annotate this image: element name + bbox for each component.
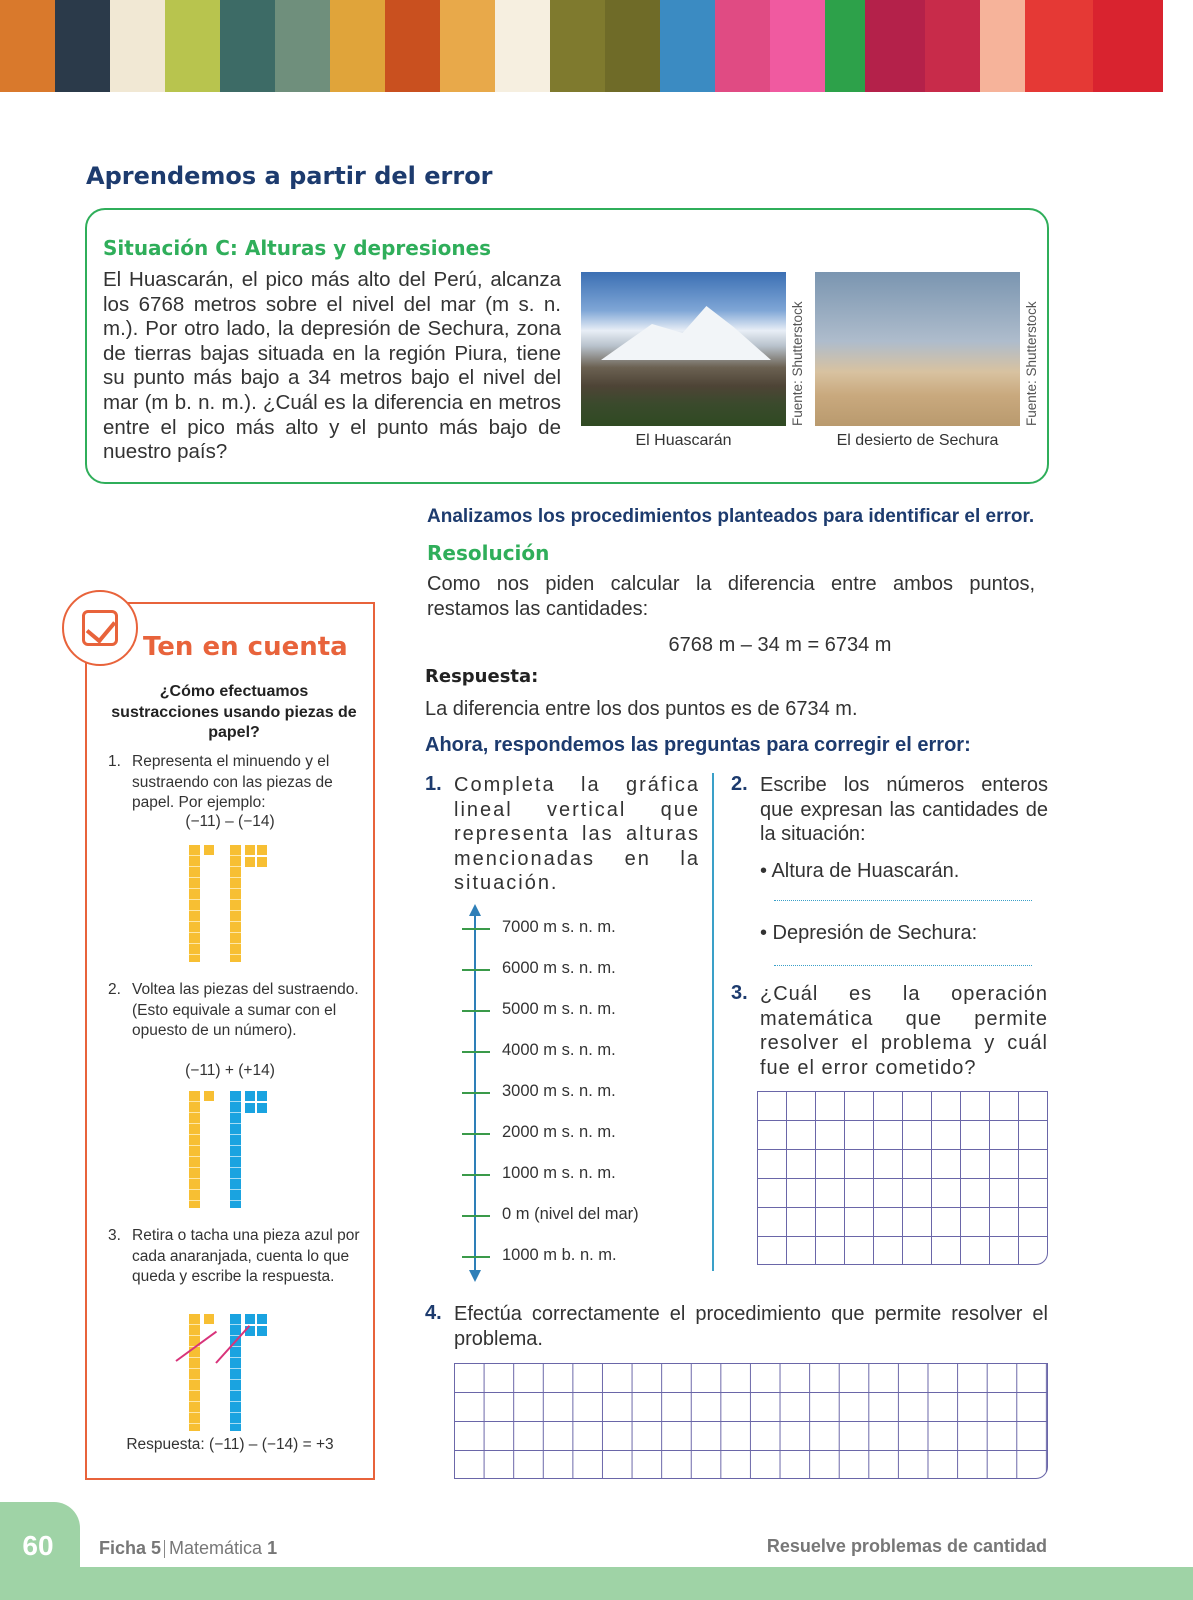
footer-grade: 1 — [267, 1538, 278, 1558]
tip-question: ¿Cómo efectuamos sustracciones usando piezas de papel? — [111, 683, 357, 741]
footer-subject: Matemática — [169, 1538, 263, 1558]
tip-step-2 — [108, 980, 364, 1042]
footer-bar — [0, 1567, 1193, 1600]
answer-title: Respuesta: — [425, 666, 539, 687]
arrow-up-icon — [469, 904, 481, 916]
step-text: Representa el minuendo y el sustraendo con las piezas de papel. Por ejemplo: — [132, 753, 333, 811]
step-number: 1. — [108, 753, 121, 770]
number-line-tick — [462, 1010, 490, 1012]
answer-line-sechura[interactable] — [774, 965, 1032, 966]
tip-step-3 — [108, 1226, 364, 1288]
yellow-unit-piece — [204, 845, 214, 855]
question-number: 1. — [425, 773, 442, 795]
question-3-text: ¿Cuál es la operación matemática que permite resolver el problema y cuál fue el error cometido? — [760, 983, 1048, 1079]
yellow-unit-piece — [257, 845, 267, 855]
question-1-text: Completa la gráfica lineal vertical que representa las alturas mencionadas en la situación. — [454, 774, 700, 895]
sechura-caption: El desierto de Sechura — [836, 432, 999, 449]
huascaran-caption: El Huascarán — [635, 432, 732, 449]
blue-unit-piece — [245, 1103, 255, 1113]
question-2-text: Escribe los números enteros que expresan las cantidades de la situación: — [760, 774, 1048, 846]
arrow-down-icon — [469, 1270, 481, 1282]
yellow-ten-piece — [189, 845, 200, 962]
blue-unit-piece — [257, 1314, 267, 1324]
sechura-photo — [815, 272, 1020, 426]
answer-text: La diferencia entre los dos puntos es de 6734 m. — [425, 698, 858, 720]
tip-step-1 — [108, 752, 364, 814]
blue-ten-piece — [230, 1091, 241, 1208]
step-text: Retira o tacha una pieza azul por cada anaranjada, cuenta lo que queda y escribe la respuesta. — [132, 1227, 360, 1285]
yellow-unit-piece — [204, 1091, 214, 1101]
number-line-tick — [462, 1133, 490, 1135]
number-line-label: 3000 m s. n. m. — [502, 1082, 616, 1100]
footer-book-info — [99, 1538, 277, 1559]
step-text: Voltea las piezas del sustraendo. (Esto equivale a sumar con el opuesto de un número). — [132, 981, 359, 1039]
correction-title: Ahora, respondemos las preguntas para corregir el error: — [425, 734, 971, 756]
footer-ficha: Ficha 5 — [99, 1538, 162, 1558]
number-line-label: 1000 m b. n. m. — [502, 1246, 617, 1264]
question-number: 2. — [731, 773, 748, 795]
equation: 6768 m – 34 m = 6734 m — [668, 634, 892, 656]
blue-unit-piece — [257, 1103, 267, 1113]
number-line-label: 4000 m s. n. m. — [502, 1041, 616, 1059]
formula-1: (−11) – (−14) — [185, 813, 275, 830]
question-number: 4. — [425, 1302, 442, 1324]
blue-unit-piece — [257, 1326, 267, 1336]
number-line-tick — [462, 1051, 490, 1053]
yellow-unit-piece — [257, 857, 267, 867]
step-number: 2. — [108, 981, 121, 998]
number-line-tick — [462, 928, 490, 930]
number-line-label: 1000 m s. n. m. — [502, 1164, 616, 1182]
bullet-huascaran: • Altura de Huascarán. — [760, 860, 960, 882]
number-line-label: 2000 m s. n. m. — [502, 1123, 616, 1141]
situation-text: El Huascarán, el pico más alto del Perú, alcanza los 6768 metros sobre el nivel del mar (m s. n. m.). Por otro lado, la depresión de Sechura, zona de tierras bajas situada en la región Piura, tiene su punto más bajo a 34 metros bajo el nivel del mar (m b. n. m.). ¿Cuál es la diferencia en metros entre el pico más alto y el punto más bajo de nuestro país? — [103, 268, 561, 464]
number-line-label: 7000 m s. n. m. — [502, 918, 616, 936]
formula-2: (−11) + (+14) — [185, 1062, 275, 1079]
number-line-tick — [462, 1256, 490, 1258]
resolution-text: Como nos piden calcular la diferencia entre ambos puntos, restamos las cantidades: — [427, 573, 1035, 620]
step-number: 3. — [108, 1227, 121, 1244]
number-line-label: 5000 m s. n. m. — [502, 1000, 616, 1018]
resolution-title: Resolución — [427, 541, 550, 565]
answer-grid-3[interactable] — [757, 1091, 1048, 1265]
yellow-ten-piece — [189, 1314, 200, 1431]
yellow-unit-piece — [245, 845, 255, 855]
decorative-textile-banner — [0, 0, 1193, 92]
number-line-label: 6000 m s. n. m. — [502, 959, 616, 977]
column-divider — [712, 773, 714, 1271]
yellow-ten-piece — [189, 1091, 200, 1208]
bullet-sechura: • Depresión de Sechura: — [760, 922, 978, 944]
tip-answer: Respuesta: (−11) – (−14) = +3 — [126, 1436, 334, 1453]
question-4-text: Efectúa correctamente el procedimiento que permite resolver el problema. — [454, 1303, 1048, 1350]
analysis-intro: Analizamos los procedimientos planteados para identificar el error. — [427, 506, 1035, 527]
answer-grid-4[interactable] — [454, 1363, 1048, 1479]
checkbox-icon — [62, 590, 138, 666]
number-line-tick — [462, 969, 490, 971]
yellow-unit-piece — [204, 1314, 214, 1324]
number-line-tick — [462, 1215, 490, 1217]
situation-title: Situación C: Alturas y depresiones — [103, 236, 492, 260]
yellow-unit-piece — [245, 857, 255, 867]
blue-ten-piece — [230, 1314, 241, 1431]
number-line-tick — [462, 1174, 490, 1176]
page-number: 60 — [22, 1530, 54, 1561]
answer-line-huascaran[interactable] — [774, 900, 1032, 901]
blue-unit-piece — [245, 1091, 255, 1101]
huascaran-photo — [581, 272, 786, 426]
blue-unit-piece — [245, 1314, 255, 1324]
section-title: Aprendemos a partir del error — [86, 162, 493, 190]
question-number: 3. — [731, 982, 748, 1004]
blue-unit-piece — [257, 1091, 267, 1101]
tip-title: Ten en cuenta — [143, 632, 348, 662]
number-line-tick — [462, 1092, 490, 1094]
footer-competency: Resuelve problemas de cantidad — [766, 1536, 1047, 1556]
yellow-ten-piece — [230, 845, 241, 962]
number-line-label: 0 m (nivel del mar) — [502, 1205, 639, 1223]
photo-credit: Fuente: Shutterstock — [1024, 301, 1039, 426]
photo-credit: Fuente: Shutterstock — [790, 301, 805, 426]
